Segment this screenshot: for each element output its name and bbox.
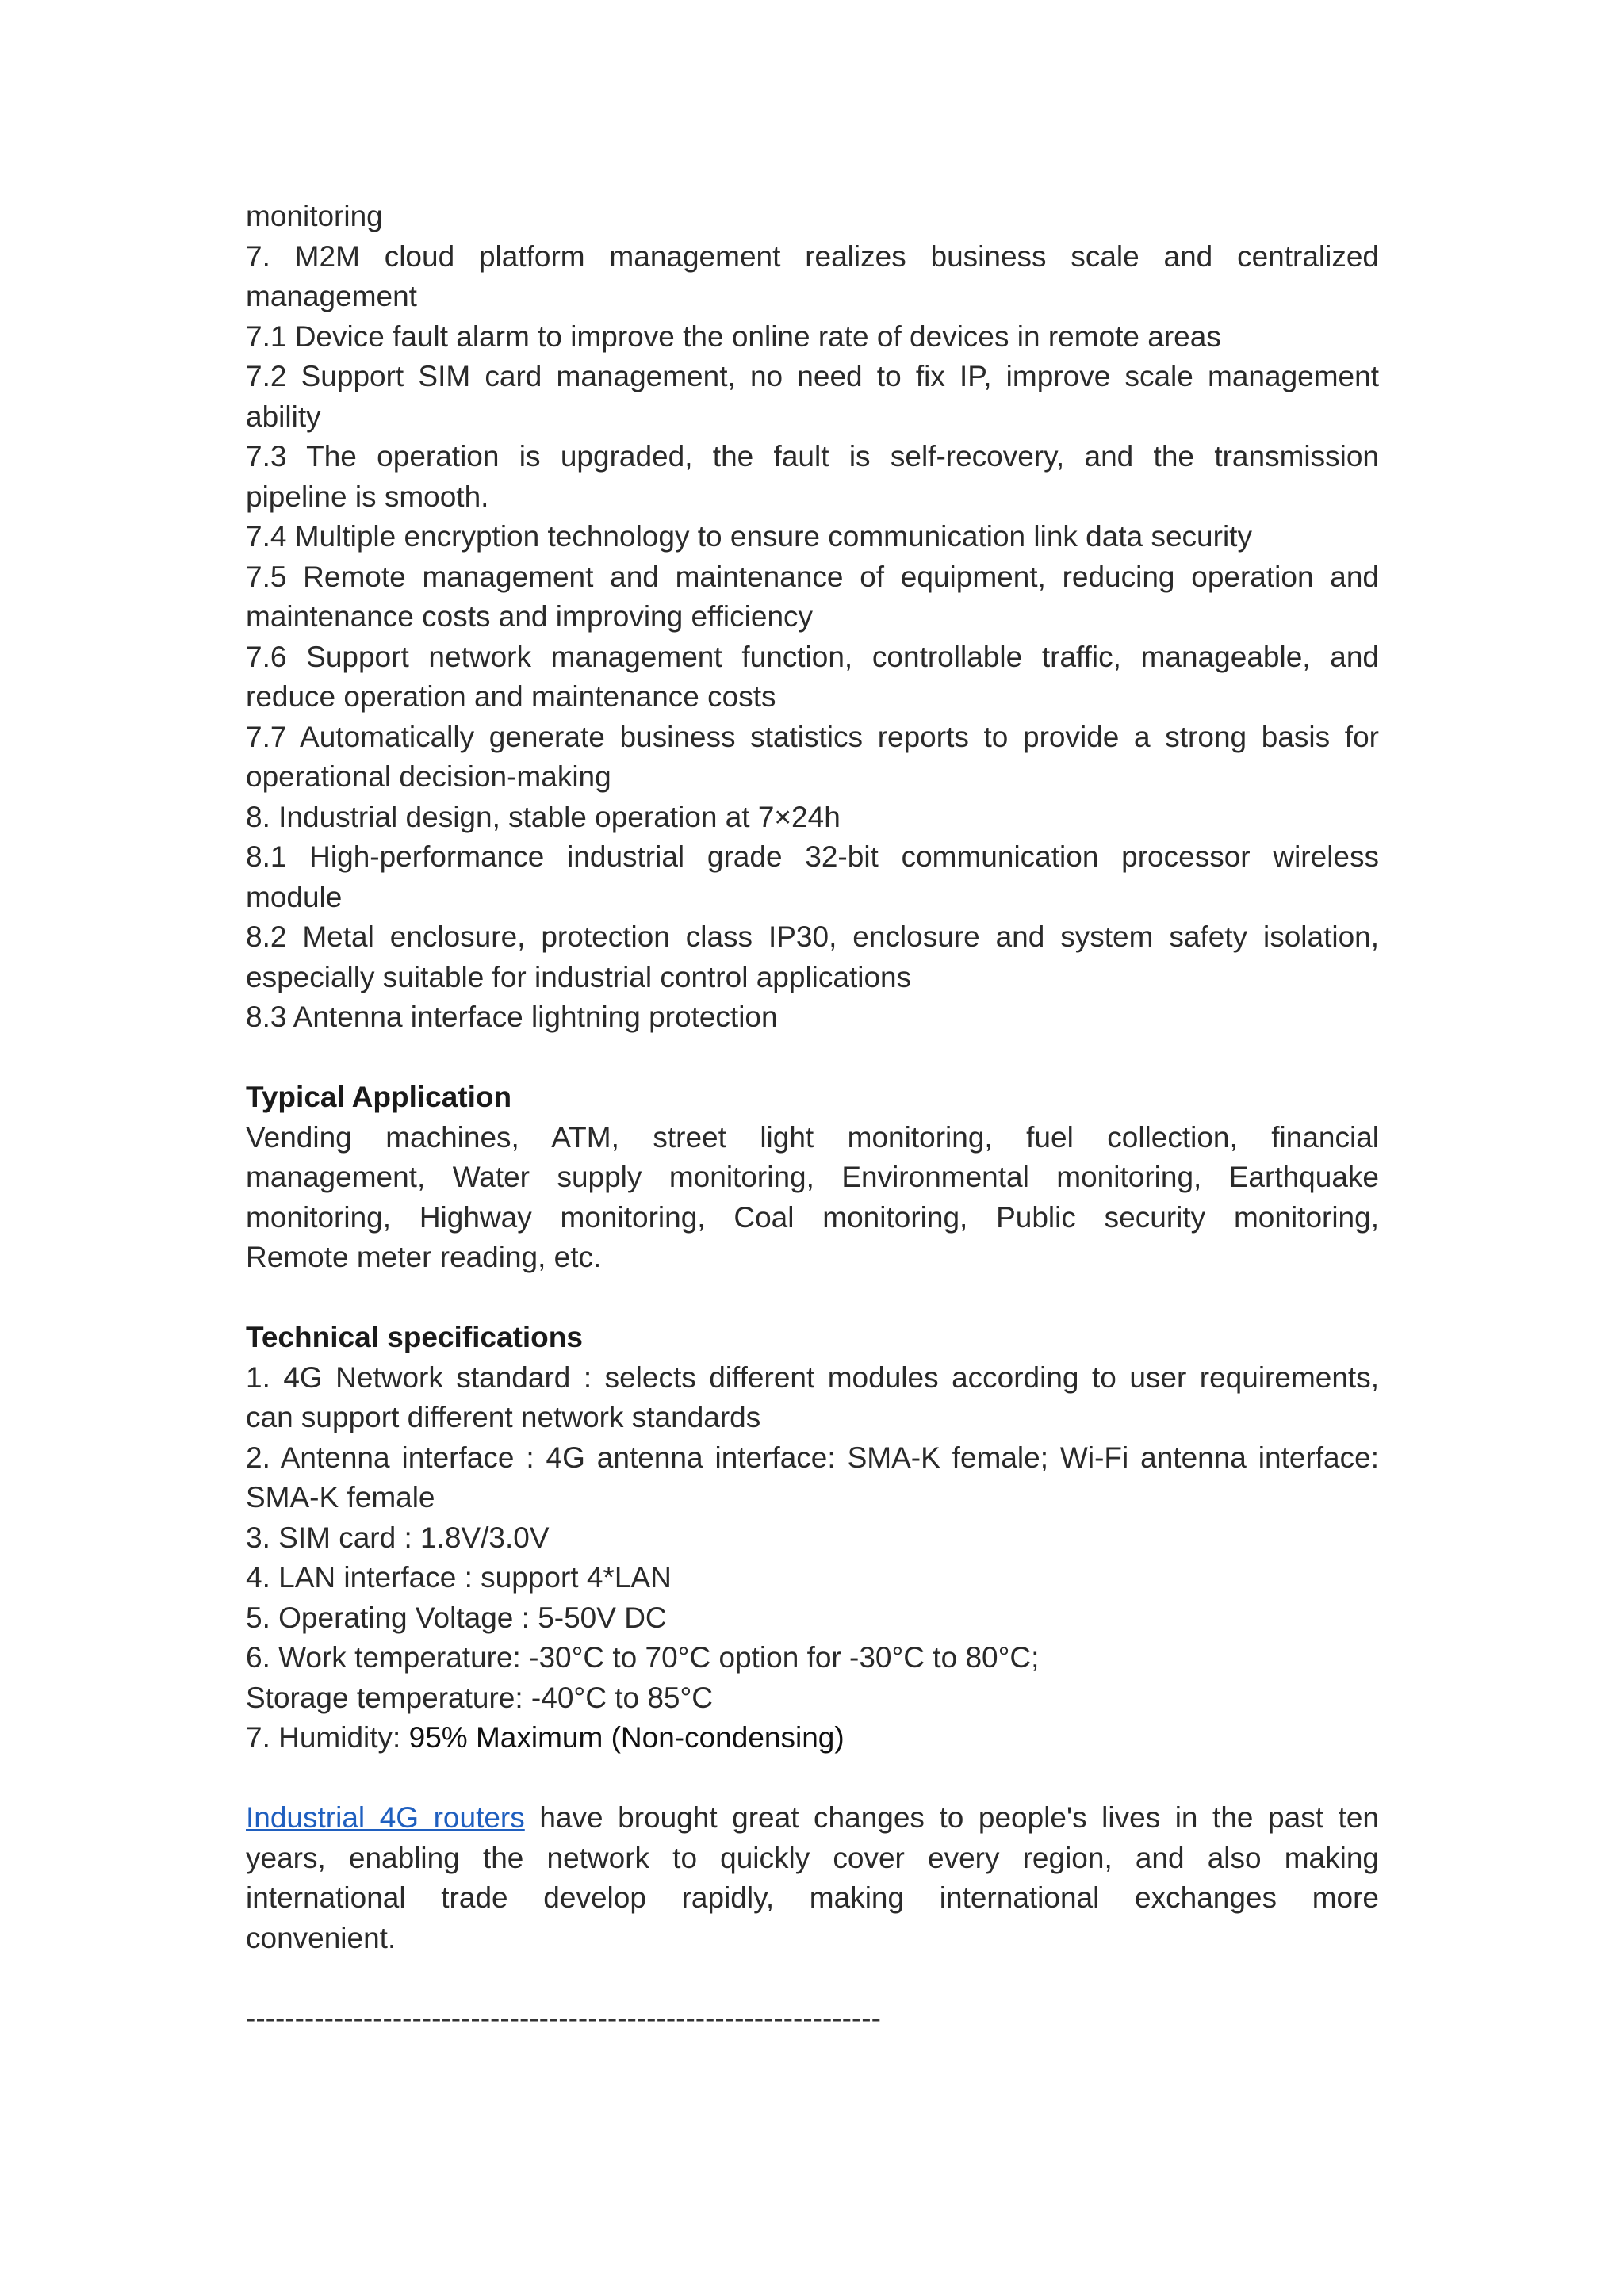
text-line: 7.6 Support network management function, controllable traffic, manageable, and (246, 640, 1379, 673)
text-line: Remote meter reading, etc. (246, 1241, 602, 1273)
spec-line: 4. LAN interface : support 4*LAN (246, 1561, 672, 1594)
text-line: Vending machines, ATM, street light monitoring, fuel collection, financial (246, 1120, 1379, 1154)
humidity-label: 7. Humidity: (246, 1721, 409, 1754)
closing-text: have brought great changes to people's lives in the past ten (524, 1801, 1379, 1834)
humidity-value: 95% Maximum (Non-condensing) (408, 1721, 845, 1754)
text-line: maintenance costs and improving efficiency (246, 600, 814, 633)
text-line: module (246, 880, 343, 913)
text-line: monitoring (246, 200, 383, 232)
text-line: ability (246, 400, 321, 433)
technical-specifications-heading: Technical specifications (246, 1321, 583, 1353)
spec-line: can support different network standards (246, 1401, 761, 1433)
spec-line: 3. SIM card : 1.8V/3.0V (246, 1521, 550, 1554)
spec-line: Storage temperature: -40°C to 85°C (246, 1681, 714, 1714)
industrial-4g-routers-link[interactable]: Industrial 4G routers (246, 1801, 525, 1834)
spec-line-humidity (246, 1718, 1379, 1758)
text-line: especially suitable for industrial control applications (246, 960, 912, 993)
text-line: reduce operation and maintenance costs (246, 680, 776, 713)
text-line: 7.1 Device fault alarm to improve the online rate of devices in remote areas (246, 320, 1221, 353)
text-line: operational decision-making (246, 760, 611, 793)
spec-line: 1. 4G Network standard : selects different modules according to user requirements, (246, 1360, 1379, 1394)
text-line: management (246, 280, 417, 312)
closing-line: years, enabling the network to quickly cover every region, and also making (246, 1841, 1379, 1874)
text-line: 7.3 The operation is upgraded, the fault is self-recovery, and the transmission (246, 440, 1379, 473)
text-line: 7.4 Multiple encryption technology to ensure communication link data security (246, 520, 1252, 553)
text-line: monitoring, Highway monitoring, Coal monitoring, Public security monitoring, (246, 1200, 1379, 1234)
text-line: management, Water supply monitoring, Environmental monitoring, Earthquake (246, 1161, 1379, 1193)
text-line: 8.3 Antenna interface lightning protection (246, 1001, 778, 1033)
spec-line: 2. Antenna interface : 4G antenna interface: SMA-K female; Wi-Fi antenna interface: (246, 1441, 1379, 1474)
closing-line: convenient. (246, 1921, 396, 1954)
text-line: 8.1 High-performance industrial grade 32-bit communication processor wireless (246, 840, 1379, 873)
typical-application-heading: Typical Application (246, 1081, 512, 1113)
separator-line: ----------------------------------------------------------------- (246, 2001, 881, 2034)
text-line: 8.2 Metal enclosure, protection class IP30, enclosure and system safety isolation, (246, 920, 1379, 953)
text-line: 8. Industrial design, stable operation at 7×24h (246, 800, 841, 833)
document-page (246, 197, 1379, 2038)
spacer (246, 1038, 1379, 1078)
closing-line (246, 1798, 1379, 1839)
spacer (246, 1958, 1379, 1999)
text-line: 7.5 Remote management and maintenance of equipment, reducing operation and (246, 560, 1379, 593)
text-line: pipeline is smooth. (246, 480, 489, 513)
spec-line: 5. Operating Voltage : 5-50V DC (246, 1601, 667, 1634)
spacer (246, 1758, 1379, 1799)
spec-line: SMA-K female (246, 1481, 435, 1513)
spacer (246, 1278, 1379, 1318)
text-line: 7.2 Support SIM card management, no need to fix IP, improve scale management (246, 360, 1379, 392)
text-line: 7. M2M cloud platform management realizes business scale and centralized (246, 239, 1379, 273)
spec-line: 6. Work temperature: -30°C to 70°C option for -30°C to 80°C; (246, 1641, 1040, 1674)
closing-line: international trade develop rapidly, making international exchanges more (246, 1881, 1379, 1914)
text-line: 7.7 Automatically generate business statistics reports to provide a strong basis for (246, 720, 1379, 753)
